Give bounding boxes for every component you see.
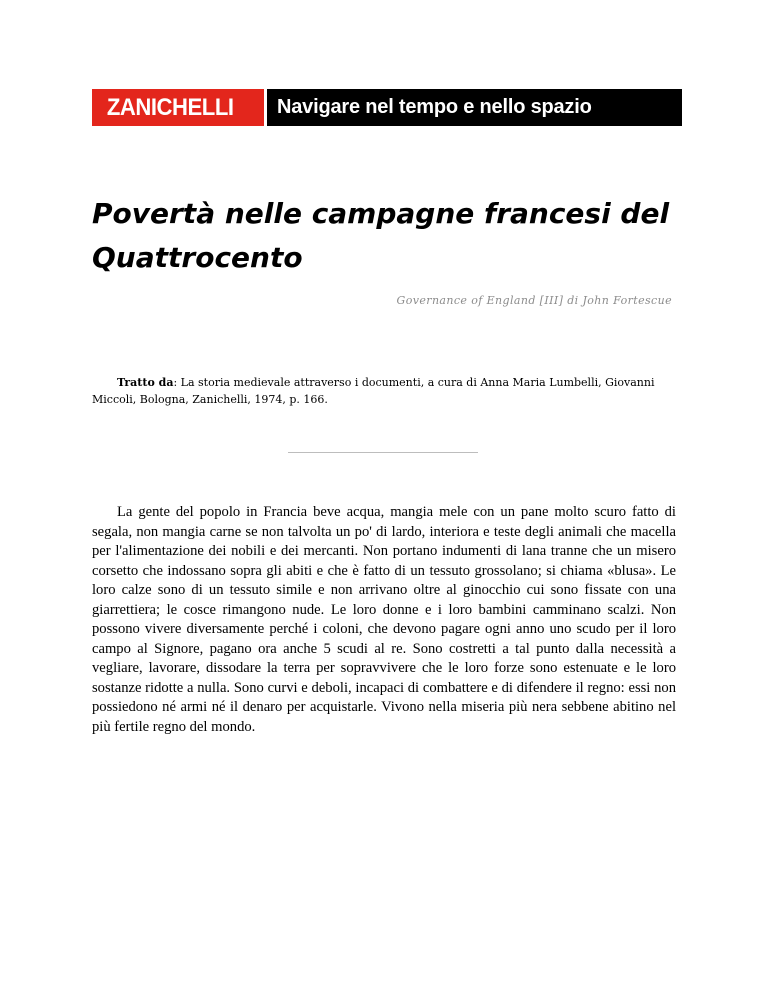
publisher-banner xyxy=(92,89,682,126)
brand-name: ZANICHELLI xyxy=(92,94,248,122)
brand-logo xyxy=(92,89,264,126)
body-paragraph: La gente del popolo in Francia beve acqua, mangia mele con un pane molto scuro fatto di segala, non mangia carne se non talvolta un po' di lardo, interiora e teste degli animali che macella per l'alimentazione dei nobili e dei mercanti. Non portano indumenti di lana tranne che un misero corsetto che indossano sopra gli abiti e che è fatto di un tessuto grossolano; si chiama «blusa». Le loro calze sono di un tessuto simile e non arrivano oltre al ginocchio cui sono fissate con una giarrettiera; le cosce rimangono nude. Le loro donne e i loro bambini camminano scalzi. Non possono vivere diversamente perché i coloni, che devono pagare ogni anno uno scudo per il loro campo al Signore, pagano ora anche 5 scudi al re. Sono costretti a tal punto dalla necessità a vegliare, lavorare, dissodare la terra per sopravvivere che le loro forze sono estenuate e le loro sostanze ridotte a nulla. Sono curvi e deboli, incapaci di combattere e di difendere il regno: essi non possiedono né armi né il denaro per acquistarle. Vivono nella miseria più nera sebbene abitino nel più fertile regno del mondo. xyxy=(92,504,676,735)
page-subtitle: Governance of England [III] di John Fortescue xyxy=(396,294,672,307)
section-divider xyxy=(288,452,478,453)
banner-tagline: Navigare nel tempo e nello spazio xyxy=(277,96,592,118)
source-text: : La storia medievale attraverso i documenti, a cura di Anna Maria Lumbelli, Giovanni Miccoli, Bologna, Zanichelli, 1974, p. 166. xyxy=(92,376,655,406)
source-citation xyxy=(92,374,682,408)
page-title: Povertà nelle campagne francesi del Quattrocento xyxy=(92,197,670,274)
source-label: Tratto da xyxy=(117,376,174,389)
